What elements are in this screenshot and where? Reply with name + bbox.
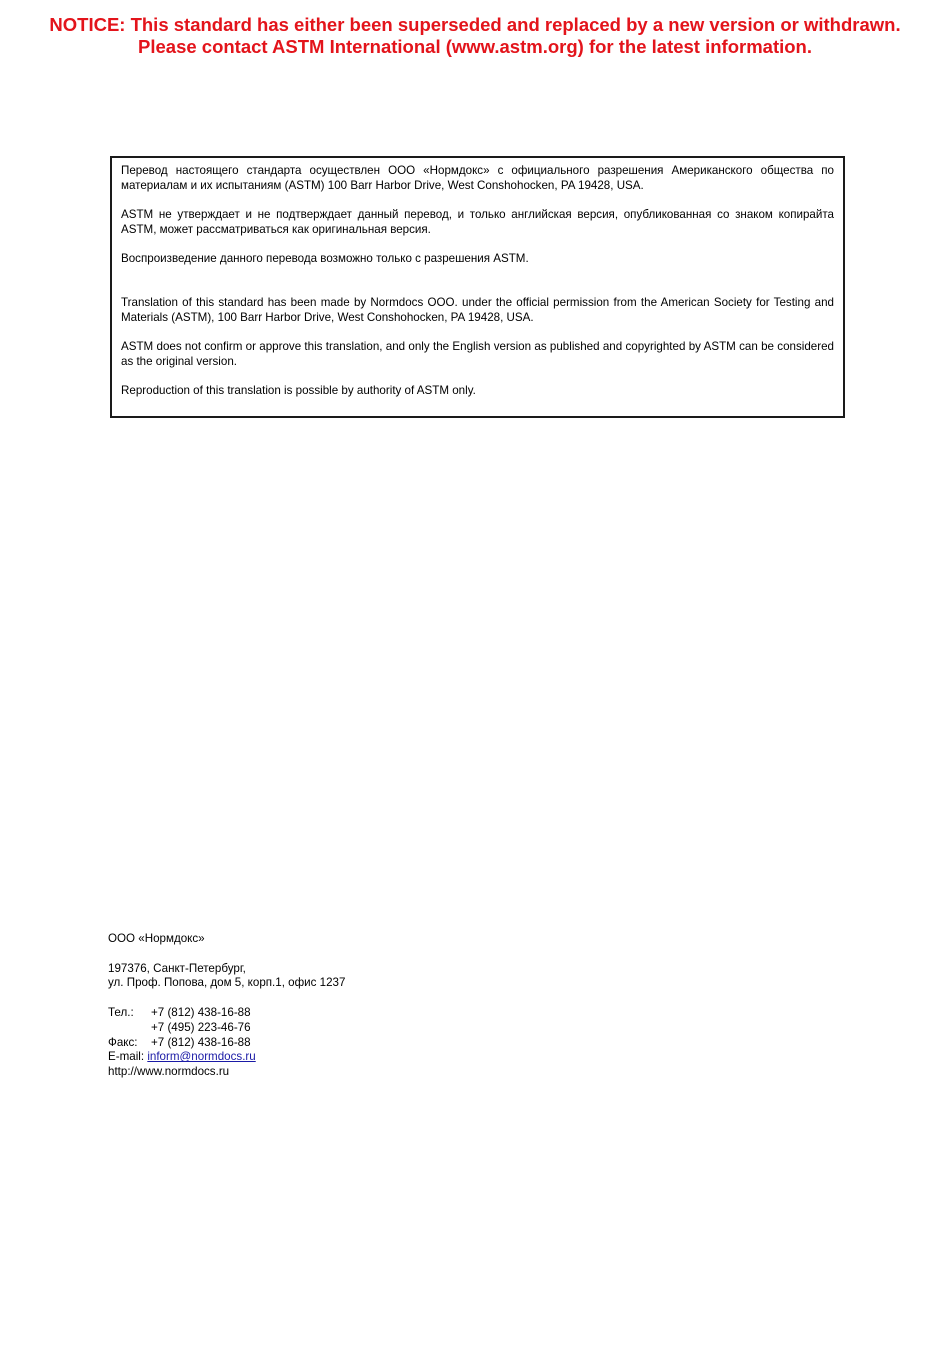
email-row [108,1050,345,1065]
ru-paragraph-reproduction: Воспроизведение данного перевода возможно только с разрешения ASTM. [121,252,529,265]
address-line-1: 197376, Санкт-Петербург, [108,961,246,975]
fax-number: +7 (812) 438-16-88 [151,1035,251,1049]
contact-block [108,932,345,1080]
email-link[interactable]: inform@normdocs.ru [147,1050,256,1064]
en-paragraph-reproduction: Reproduction of this translation is possible by authority of ASTM only. [121,384,476,397]
ru-paragraph-translation: Перевод настоящего стандарта осуществлен ООО «Нормдокс» с официального разрешения Американского общества по материалам и их испытаниям (ASTM) 100 Barr Harbor Drive, West Conshohocken, PA 19428, USA. [121,164,834,192]
notice-line-1: NOTICE: This standard has either been superseded and replaced by a new version or withdrawn. [49,14,901,35]
phone-row-2 [108,1021,345,1036]
phone-1: +7 (812) 438-16-88 [151,1005,251,1019]
en-paragraph-disclaimer: ASTM does not confirm or approve this translation, and only the English version as published and copyrighted by ASTM can be considered as the original version. [121,340,834,368]
company-name: ООО «Нормдокс» [108,932,205,945]
ru-paragraph-disclaimer: ASTM не утверждает и не подтверждает данный перевод, и только английская версия, опубликованная со знаком копирайта ASTM, может рассматриваться как оригинальная версия. [121,208,834,236]
fax-row [108,1036,345,1051]
email-label: E-mail: [108,1050,145,1064]
phone-label: Тел.: [108,1005,134,1019]
superseded-notice [0,14,950,58]
address-line-2: ул. Проф. Попова, дом 5, корп.1, офис 1237 [108,976,346,990]
notice-line-2: Please contact ASTM International (www.astm.org) for the latest information. [138,36,812,57]
en-paragraph-translation: Translation of this standard has been made by Normdocs OOO. under the official permission from the American Society for Testing and Materials (ASTM), 100 Barr Harbor Drive, West Conshohocken, PA 19428, USA. [121,296,834,324]
phone-row-1 [108,1006,345,1021]
fax-label: Факс: [108,1035,138,1049]
phone-2: +7 (495) 223-46-76 [151,1020,251,1034]
translation-disclaimer-box [110,156,845,418]
website-url: http://www.normdocs.ru [108,1065,230,1079]
